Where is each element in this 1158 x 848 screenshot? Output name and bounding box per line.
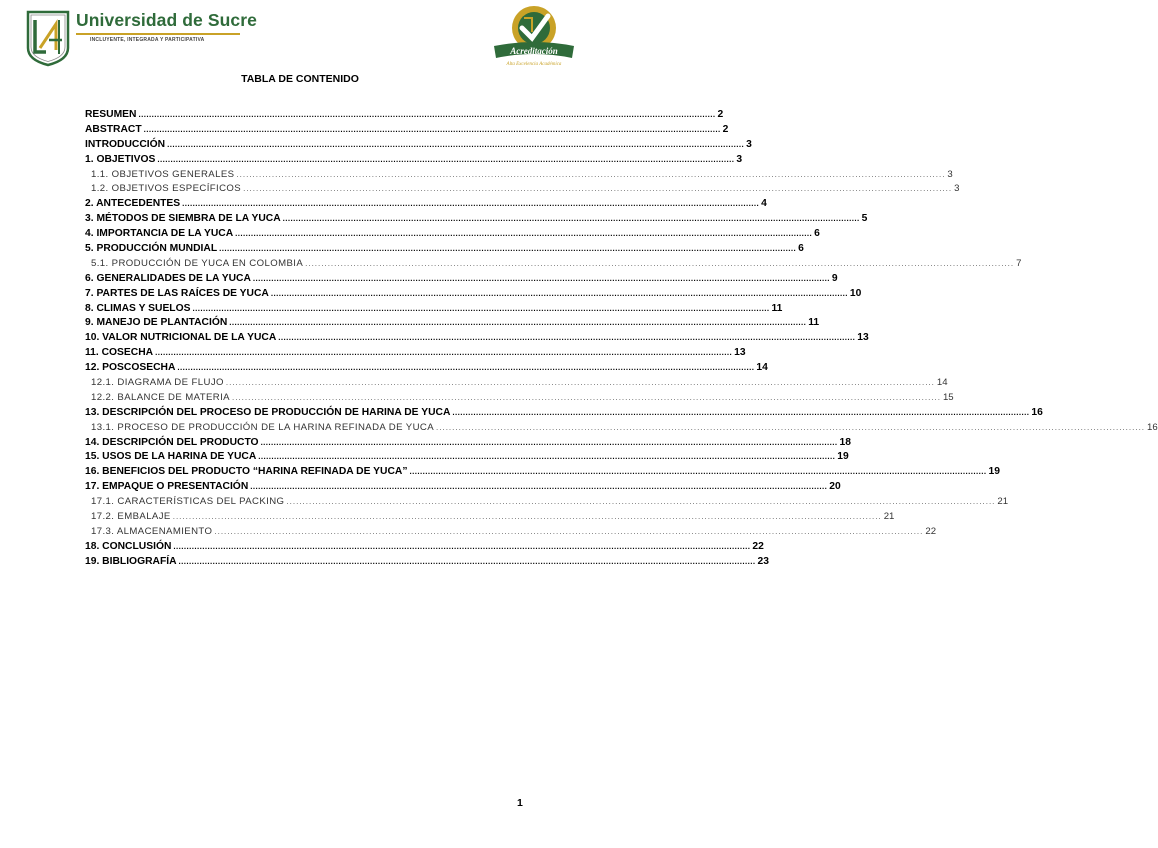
toc-entry-label: 19. BIBLIOGRAFÍA [85, 555, 177, 567]
toc-entry-label: 17.3. ALMACENAMIENTO [91, 525, 213, 537]
accreditation-label: Acreditación [510, 46, 558, 56]
toc-entry-label: 1. OBJETIVOS [85, 153, 156, 165]
toc-dot-leader: ............................................................................................................................................................................................................................ [282, 214, 860, 224]
toc-entry-label: 1.2. OBJETIVOS ESPECÍFICOS [91, 183, 242, 195]
toc-entry-page: 23 [757, 555, 769, 567]
toc-dot-leader: ............................................................................................................................................................................................................................ [192, 303, 770, 313]
toc-subentry[interactable] [85, 391, 954, 406]
toc-entry[interactable] [85, 108, 724, 123]
toc-entry[interactable] [85, 272, 838, 287]
toc-entry[interactable] [85, 555, 769, 570]
toc-dot-leader: ............................................................................................................................................................................................................................ [409, 467, 987, 477]
toc-dot-leader: ............................................................................................................................................................................................................................ [177, 363, 755, 373]
toc-entry-label: RESUMEN [85, 109, 137, 120]
toc-entry-label: 16. BENEFICIOS DEL PRODUCTO “HARINA REFINADA DE YUCA” [85, 466, 408, 478]
toc-entry-label: 4. IMPORTANCIA DE LA YUCA [85, 228, 234, 240]
toc-dot-leader: ............................................................................................................................................................................................................................ [178, 556, 756, 566]
toc-entry-label: 17.1. CARACTERÍSTICAS DEL PACKING [91, 496, 285, 508]
toc-dot-leader: ............................................................................................................................................................................................................................ [305, 258, 1015, 268]
document-header [0, 0, 600, 80]
toc-entry-page: 13 [734, 347, 746, 359]
toc-subentry[interactable] [85, 182, 960, 197]
page-number: 1 [517, 797, 523, 809]
toc-entry-label: 12. POSCOSECHA [85, 362, 176, 374]
toc-dot-leader: ............................................................................................................................................................................................................................ [278, 333, 856, 343]
toc-entry-page: 14 [756, 362, 768, 374]
toc-entry-label: 17.2. EMBALAJE [91, 511, 171, 523]
toc-entry-page: 11 [808, 317, 820, 329]
toc-entry[interactable] [85, 331, 869, 346]
toc-dot-leader: ............................................................................................................................................................................................................................ [229, 318, 807, 328]
toc-subentry[interactable] [85, 495, 1009, 510]
toc-entry-page: 21 [883, 511, 895, 523]
toc-subentry[interactable] [85, 376, 948, 391]
toc-entry[interactable] [85, 287, 862, 302]
toc-dot-leader: ............................................................................................................................................................................................................................ [236, 169, 946, 179]
toc-entry-label: 13.1. PROCESO DE PRODUCCIÓN DE LA HARINA REFINADA DE YUCA [91, 421, 435, 433]
toc-entry[interactable] [85, 346, 746, 361]
toc-dot-leader: ............................................................................................................................................................................................................................ [225, 378, 935, 388]
toc-entry-page: 3 [736, 153, 743, 165]
toc-entry-label: 15. USOS DE LA HARINA DE YUCA [85, 451, 257, 463]
toc-dot-leader: ............................................................................................................................................................................................................................ [243, 184, 953, 194]
toc-entry[interactable] [85, 406, 1043, 421]
toc-dot-leader: ............................................................................................................................................................................................................................ [270, 288, 848, 298]
toc-entry-page: 2 [722, 123, 729, 135]
toc-dot-leader: ............................................................................................................................................................................................................................ [252, 273, 830, 283]
toc-entry-label: 14. DESCRIPCIÓN DEL PRODUCTO [85, 436, 259, 448]
toc-dot-leader: ............................................................................................................................................................................................................................ [258, 452, 836, 462]
toc-dot-leader: ............................................................................................................................................................................................................................ [143, 124, 721, 134]
toc-entry[interactable] [85, 465, 1000, 480]
toc-entry-label: 5. PRODUCCIÓN MUNDIAL [85, 243, 218, 255]
toc-entry[interactable] [85, 540, 764, 555]
toc-dot-leader: ............................................................................................................................................................................................................................ [286, 497, 996, 507]
header-divider [76, 33, 240, 35]
toc-subentry[interactable] [85, 510, 895, 525]
toc-entry-page: 6 [798, 243, 804, 255]
toc-entry[interactable] [85, 361, 768, 376]
toc-entry-label: 13. DESCRIPCIÓN DEL PROCESO DE PRODUCCIÓN DE HARINA DE YUCA [85, 406, 451, 418]
toc-entry-label: 9. MANEJO DE PLANTACIÓN [85, 317, 228, 329]
toc-entry-page: 4 [761, 198, 767, 210]
toc-entry-page: 14 [936, 377, 948, 389]
toc-entry-page: 9 [831, 272, 838, 284]
toc-entry[interactable] [85, 480, 841, 495]
toc-entry[interactable] [85, 302, 783, 317]
toc-entry-page: 16 [1147, 421, 1158, 433]
toc-subentry[interactable] [85, 168, 953, 183]
toc-subentry[interactable] [85, 525, 937, 540]
toc-entry-page: 22 [925, 525, 937, 537]
accreditation-seal-logo [488, 2, 578, 70]
toc-entry-page: 3 [746, 138, 752, 150]
toc-subentry[interactable] [85, 421, 1158, 436]
toc-dot-leader: ............................................................................................................................................................................................................................ [260, 437, 838, 447]
toc-entry-page: 22 [752, 540, 764, 552]
toc-entry[interactable] [85, 436, 852, 451]
toc-entry-page: 15 [942, 391, 954, 403]
toc-entry[interactable] [85, 197, 767, 212]
toc-entry-page: 19 [988, 466, 1000, 478]
toc-entry-label: 17. EMPAQUE O PRESENTACIÓN [85, 481, 249, 493]
toc-entry-label: 12.1. DIAGRAMA DE FLUJO [91, 377, 224, 389]
toc-dot-leader: ............................................................................................................................................................................................................................ [250, 482, 828, 492]
toc-dot-leader: ............................................................................................................................................................................................................................ [172, 512, 882, 522]
university-slogan: INCLUYENTE, INTEGRADA Y PARTICIPATIVA [90, 37, 205, 43]
toc-dot-leader: ............................................................................................................................................................................................................................ [214, 526, 924, 536]
toc-entry-page: 20 [829, 481, 841, 493]
accreditation-subtext: Alta Excelencia Académica [506, 62, 562, 67]
toc-entry-page: 7 [1016, 257, 1022, 269]
toc-entry-page: 3 [954, 183, 960, 195]
toc-entry-label: 3. MÉTODOS DE SIEMBRA DE LA YUCA [85, 213, 281, 225]
toc-entry[interactable] [85, 138, 752, 153]
toc-entry-page: 19 [837, 451, 849, 463]
toc-entry-page: 2 [717, 109, 724, 120]
toc-dot-leader: ............................................................................................................................................................................................................................ [138, 110, 716, 119]
toc-dot-leader: ............................................................................................................................................................................................................................ [452, 407, 1030, 417]
toc-entry-label: 10. VALOR NUTRICIONAL DE LA YUCA [85, 332, 277, 344]
toc-dot-leader: ............................................................................................................................................................................................................................ [155, 348, 733, 358]
toc-dot-leader: ............................................................................................................................................................................................................................ [219, 244, 797, 254]
toc-entry-page: 3 [947, 168, 953, 180]
university-name: Universidad de Sucre [76, 10, 257, 30]
toc-entry[interactable] [85, 227, 820, 242]
university-shield-logo [26, 10, 70, 66]
toc-entry-label: INTRODUCCIÓN [85, 138, 166, 150]
toc-dot-leader: ............................................................................................................................................................................................................................ [231, 392, 941, 402]
toc-dot-leader: ............................................................................................................................................................................................................................ [157, 154, 735, 164]
toc-dot-leader: ............................................................................................................................................................................................................................ [436, 422, 1146, 432]
table-of-contents [85, 108, 1158, 570]
toc-entry-page: 21 [997, 496, 1009, 508]
toc-entry-label: 7. PARTES DE LAS RAÍCES DE YUCA [85, 287, 269, 299]
toc-subentry[interactable] [85, 257, 1022, 272]
toc-entry-label: 8. CLIMAS Y SUELOS [85, 302, 191, 314]
toc-entry-page: 10 [849, 287, 862, 299]
toc-entry[interactable] [85, 212, 868, 227]
toc-entry-page: 6 [814, 228, 820, 240]
toc-entry-label: 1.1. OBJETIVOS GENERALES [91, 168, 235, 180]
toc-dot-leader: ............................................................................................................................................................................................................................ [173, 541, 751, 551]
toc-entry[interactable] [85, 450, 849, 465]
toc-entry-label: 18. CONCLUSIÓN [85, 540, 172, 552]
toc-entry-label: 2. ANTECEDENTES [85, 198, 181, 210]
toc-entry-page: 5 [861, 213, 868, 225]
toc-entry-label: 5.1. PRODUCCIÓN DE YUCA EN COLOMBIA [91, 257, 304, 269]
toc-dot-leader: ............................................................................................................................................................................................................................ [235, 229, 813, 239]
toc-entry-label: 11. COSECHA [85, 347, 154, 359]
toc-entry-label: 12.2. BALANCE DE MATERIA [91, 391, 230, 403]
toc-entry-label: ABSTRACT [85, 123, 142, 135]
page-title: TABLA DE CONTENIDO [241, 73, 359, 85]
toc-entry[interactable] [85, 316, 820, 331]
toc-entry-page: 11 [771, 302, 783, 314]
toc-entry[interactable] [85, 153, 743, 168]
toc-entry-page: 16 [1031, 406, 1043, 418]
toc-entry-page: 18 [839, 436, 852, 448]
toc-entry[interactable] [85, 123, 729, 138]
toc-entry-label: 6. GENERALIDADES DE LA YUCA [85, 272, 251, 284]
toc-dot-leader: ............................................................................................................................................................................................................................ [182, 199, 760, 209]
toc-entry[interactable] [85, 242, 804, 257]
toc-entry-page: 13 [857, 332, 869, 344]
toc-dot-leader: ............................................................................................................................................................................................................................ [167, 139, 745, 149]
